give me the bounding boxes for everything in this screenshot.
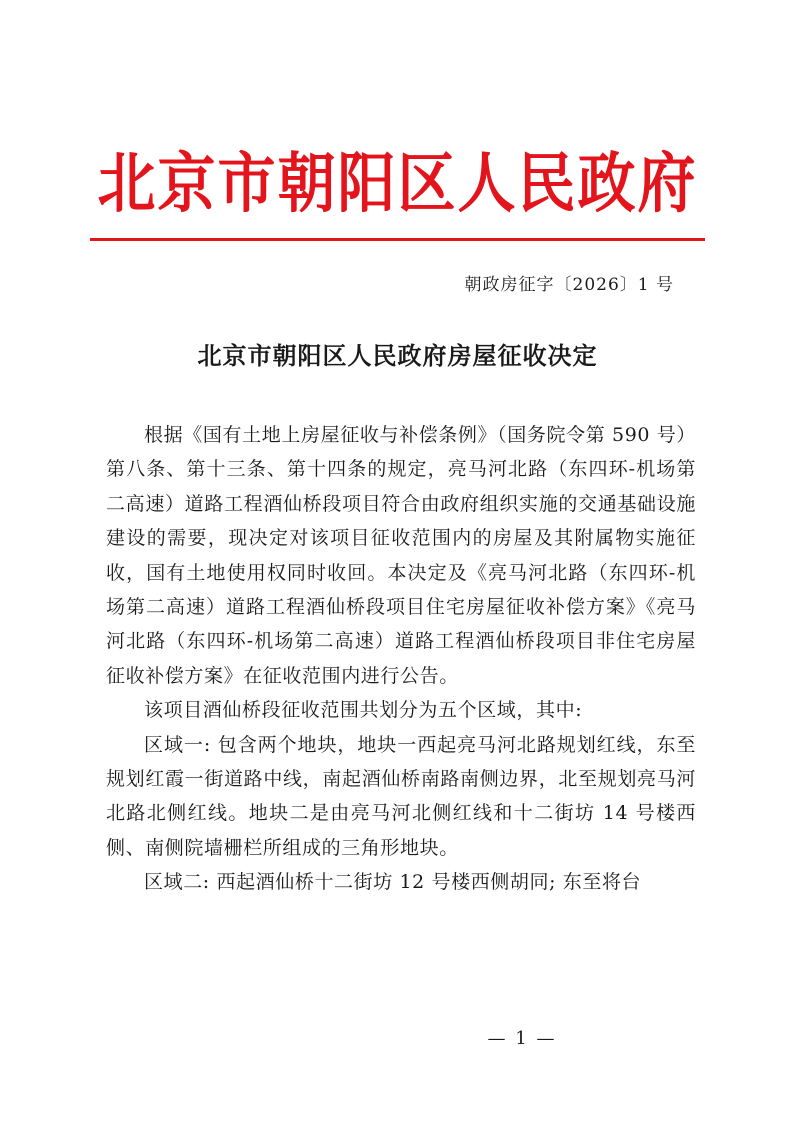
red-divider-line <box>90 238 705 241</box>
document-title: 北京市朝阳区人民政府房屋征收决定 <box>197 342 598 370</box>
body-paragraph: 该项目酒仙桥段征收范围共划分为五个区域，其中: <box>144 699 583 722</box>
document-number: 朝政房征字〔2026〕1 号 <box>464 275 674 295</box>
page-number: — 1 — <box>487 1028 557 1049</box>
body-paragraph: 区域一: 包含两个地块，地块一西起亮马河北路规划红线，东至规划红霞一街道路中线，南起酒仙桥南路南侧边界，北至规划亮马河北路北侧红线。地块二是由亮马河北侧红线和十二街坊 14 号楼西侧、南侧院墙栅栏所组成的三角形地块。 <box>106 733 696 859</box>
body-paragraph: 区域二: 西起酒仙桥十二街坊 12 号楼西侧胡同; 东至将台 <box>144 871 642 894</box>
document-body <box>106 418 696 900</box>
issuer-masthead: 北京市朝阳区人民政府 <box>97 144 698 222</box>
body-paragraph: 根据《国有土地上房屋征收与补偿条例》（国务院令第 590 号）第八条、第十三条、第十四条的规定，亮马河北路（东四环-机场第二高速）道路工程酒仙桥段项目符合由政府组织实施的交通基础设施建设的需要，现决定对该项目征收范围内的房屋及其附属物实施征收，国有土地使用权同时收回。本决定及《亮马河北路（东四环-机场第二高速）道路工程酒仙桥段项目住宅房屋征收补偿方案》《亮马河北路（东四环-机场第二高速）道路工程酒仙桥段项目非住宅房屋征收补偿方案》在征收范围内进行公告。 <box>106 424 696 687</box>
